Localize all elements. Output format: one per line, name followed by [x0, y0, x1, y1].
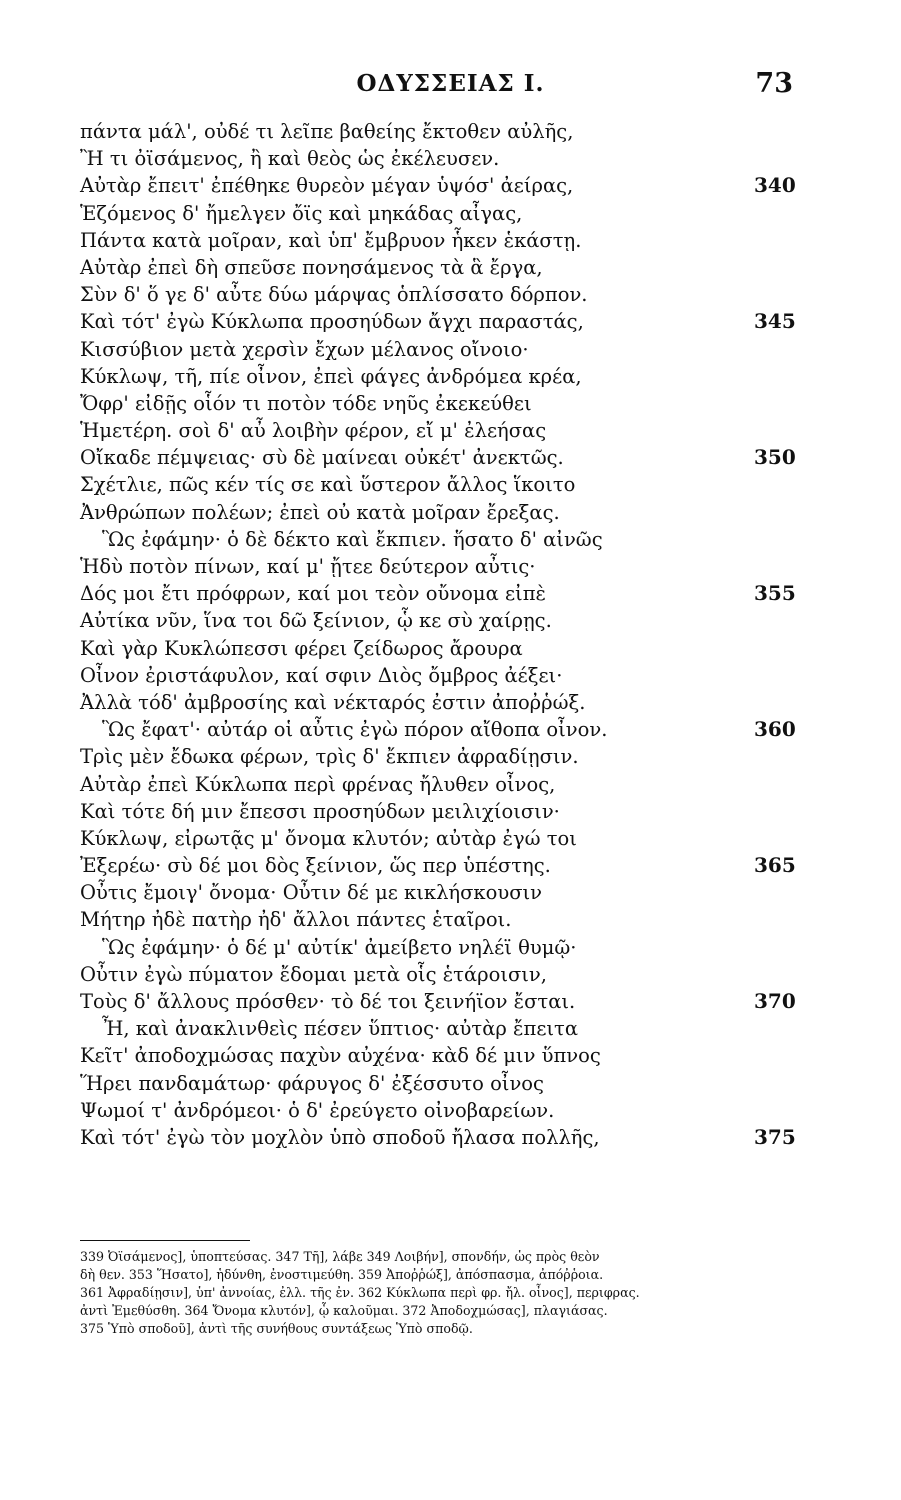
- verse-text: Αὐτὰρ ἔπειτ' ἐπέθηκε θυρεὸν μέγαν ὑψόσ' ἀείρας,: [80, 174, 574, 198]
- line-number: 350: [754, 445, 796, 470]
- line-number: 355: [754, 581, 796, 606]
- page-number: 73: [755, 68, 793, 99]
- verse-text: Ἀλλὰ τόδ' ἀμβροσίης καὶ νέκταρός ἐστιν ἀποῤῥώξ.: [80, 690, 586, 714]
- line-number: 340: [754, 173, 796, 198]
- line-number: 365: [754, 853, 796, 878]
- verse-text: Σὺν δ' ὅ γε δ' αὖτε δύω μάρψας ὁπλίσσατο δόρπον.: [80, 283, 588, 307]
- verse-text: Ἢ τι ὀϊσάμενος, ἢ καὶ θεὸς ὡς ἐκέλευσεν.: [80, 147, 500, 171]
- footnote-line: 361 Ἀφραδίῃσιν], ὑπ' ἀννοίας, ἐλλ. τῆς ἐν. 362 Κύκλωπα περὶ φρ. ἤλ. οἶνος], περιφρας.: [80, 1285, 640, 1300]
- verse-line: [80, 308, 800, 335]
- verse-text: Τρὶς μὲν ἔδωκα φέρων, τρὶς δ' ἔκπιεν ἀφραδίῃσιν.: [80, 745, 579, 769]
- verse-line: [80, 934, 800, 961]
- verse-line: [80, 879, 800, 906]
- footnote-line: δὴ θεν. 353 Ἥσατο], ἡδύνθη, ἐνοστιμεύθη. 359 Ἀποῤῥώξ], ἀπόσπασμα, ἀπόῤῥοια.: [80, 1267, 604, 1282]
- verse-line: [80, 390, 800, 417]
- verse-text: Ἀνθρώπων πολέων; ἐπεὶ οὐ κατὰ μοῖραν ἔρεξας.: [80, 500, 560, 524]
- verse-text: Ὣς ἐφάμην· ὁ δέ μ' αὐτίκ' ἀμείβετο νηλέϊ θυμῷ·: [102, 935, 577, 959]
- verse-text: Ψωμοί τ' ἀνδρόμεοι· ὁ δ' ἐρεύγετο οἰνοβαρείων.: [80, 1098, 555, 1122]
- verse-line: [80, 417, 800, 444]
- verse-line: [80, 716, 800, 743]
- footnote-line: 339 Ὀϊσάμενος], ὑποπτεύσας. 347 Τῆ], λάβε 349 Λοιβήν], σπονδήν, ὡς πρὸς θεὸν: [80, 1249, 600, 1264]
- verse-text: Ἐξερέω· σὺ δέ μοι δὸς ξείνιον, ὥς περ ὑπέστης.: [80, 854, 551, 878]
- verse-line: [80, 1097, 800, 1124]
- verse-text: Δός μοι ἔτι πρόφρων, καί μοι τεὸν οὔνομα εἰπὲ: [80, 582, 546, 606]
- verse-text: Οἶνον ἐριστάφυλον, καί σφιν Διὸς ὄμβρος ἀέξει·: [80, 663, 563, 687]
- verse-line: [80, 771, 800, 798]
- verse-text: Σχέτλιε, πῶς κέν τίς σε καὶ ὕστερον ἄλλος ἵκοιτο: [80, 473, 576, 497]
- verse-line: [80, 444, 800, 471]
- footnote-line: ἀντὶ Ἐμεθύσθη. 364 Ὄνομα κλυτόν], ᾧ καλοῦμαι. 372 Ἀποδοχμώσας], πλαγιάσας.: [80, 1303, 608, 1318]
- verse-text: Οὖτιν ἐγὼ πύματον ἔδομαι μετὰ οἷς ἑτάροισιν,: [80, 962, 547, 986]
- line-number: 370: [754, 989, 796, 1013]
- verse-text: Αὐτὰρ ἐπεὶ δὴ σπεῦσε πονησάμενος τὰ ἃ ἔργα,: [80, 255, 543, 279]
- running-title: ΟΔΥΣΣΕΙΑΣ Ι.: [356, 70, 545, 97]
- verse-text: Κύκλωψ, εἰρωτᾷς μ' ὄνομα κλυτόν; αὐτὰρ ἐγώ τοι: [80, 826, 577, 850]
- verse-text: Ἥρει πανδαμάτωρ· φάρυγος δ' ἐξέσσυτο οἶνος: [80, 1071, 544, 1095]
- verse-text: Κύκλωψ, τῆ, πίε οἶνον, ἐπεὶ φάγες ἀνδρόμεα κρέα,: [80, 364, 582, 388]
- verse-text: Ἡδὺ ποτὸν πίνων, καί μ' ᾔτεε δεύτερον αὖτις·: [80, 555, 536, 578]
- verse-line: [80, 988, 800, 1015]
- verse-line: [80, 961, 800, 988]
- line-number: 375: [754, 1124, 796, 1149]
- verse-line: [80, 172, 800, 199]
- verse-line: [80, 526, 800, 553]
- verse-text: Ἑζόμενος δ' ἤμελγεν ὄϊς καὶ μηκάδας αἶγας,: [80, 201, 523, 225]
- verse-line: [80, 1042, 800, 1069]
- verse-line: [80, 1070, 800, 1097]
- verse-line: [80, 852, 800, 879]
- verse-text: Κισσύβιον μετὰ χερσὶν ἔχων μέλανος οἴνοιο·: [80, 337, 529, 361]
- verse-line: [80, 906, 800, 933]
- verse-line: [80, 227, 800, 254]
- footnotes: [80, 1248, 796, 1338]
- verse-text: Ἦ, καὶ ἀνακλινθεὶς πέσεν ὕπτιος· αὐτὰρ ἔπειτα: [102, 1017, 579, 1041]
- verse-line: [80, 825, 800, 852]
- verse-line: [80, 635, 800, 662]
- verse-text: Καὶ γὰρ Κυκλώπεσσι φέρει ζείδωρος ἄρουρα: [80, 636, 523, 660]
- verse-line: [80, 1015, 800, 1042]
- verse-block: [80, 118, 800, 1151]
- line-number: 345: [754, 309, 796, 334]
- verse-line: [80, 281, 800, 308]
- verse-line: [80, 471, 800, 498]
- verse-text: Καὶ τότε δή μιν ἔπεσσι προσηύδων μειλιχίοισιν·: [80, 799, 560, 823]
- verse-line: [80, 200, 800, 227]
- verse-text: Καὶ τότ' ἐγὼ τὸν μοχλὸν ὑπὸ σποδοῦ ἤλασα πολλῆς,: [80, 1125, 600, 1149]
- verse-line: [80, 145, 800, 172]
- verse-line: [80, 607, 800, 634]
- verse-line: [80, 1124, 800, 1151]
- verse-text: Καὶ τότ' ἐγὼ Κύκλωπα προσηύδων ἄγχι παραστάς,: [80, 310, 584, 334]
- verse-text: Κεῖτ' ἀποδοχμώσας παχὺν αὐχένα· κὰδ δέ μιν ὕπνος: [80, 1044, 601, 1068]
- verse-text: Οὖτις ἔμοιγ' ὄνομα· Οὖτιν δέ με κικλήσκουσιν: [80, 881, 543, 905]
- verse-text: Τοὺς δ' ἄλλους πρόσθεν· τὸ δέ τοι ξεινήϊον ἔσται.: [80, 990, 576, 1013]
- line-number: 360: [754, 717, 796, 742]
- verse-text: Ὣς ἐφάμην· ὁ δὲ δέκτο καὶ ἔκπιεν. ἥσατο δ' αἰνῶς: [102, 527, 603, 551]
- verse-line: [80, 743, 800, 770]
- verse-text: Ὄφρ' εἰδῇς οἷόν τι ποτὸν τόδε νηῦς ἐκεκεύθει: [80, 391, 532, 415]
- verse-text: πάντα μάλ', οὐδέ τι λεῖπε βαθείης ἔκτοθεν αὐλῆς,: [80, 120, 574, 143]
- verse-text: Μήτηρ ἠδὲ πατὴρ ἠδ' ἄλλοι πάντες ἑταῖροι.: [80, 908, 512, 932]
- verse-line: [80, 662, 800, 689]
- verse-line: [80, 363, 800, 390]
- verse-text: Αὐτὰρ ἐπεὶ Κύκλωπα περὶ φρένας ἤλυθεν οἶνος,: [80, 772, 556, 796]
- verse-line: [80, 689, 800, 716]
- verse-text: Ὣς ἔφατ'· αὐτάρ οἱ αὖτις ἐγὼ πόρον αἴθοπα οἶνον.: [102, 718, 608, 742]
- footnote-line: 375 Ὑπὸ σποδοῦ], ἀντὶ τῆς συνήθους συντάξεως Ὑπὸ σποδῷ.: [80, 1321, 473, 1336]
- verse-text: Αὐτίκα νῦν, ἵνα τοι δῶ ξείνιον, ᾧ κε σὺ χαίρῃς.: [80, 609, 552, 633]
- verse-line: [80, 336, 800, 363]
- verse-text: Πάντα κατὰ μοῖραν, καὶ ὑπ' ἔμβρυον ἧκεν ἑκάστῃ.: [80, 228, 582, 252]
- verse-line: [80, 580, 800, 607]
- verse-text: Οἴκαδε πέμψειας· σὺ δὲ μαίνεαι οὐκέτ' ἀνεκτῶς.: [80, 446, 564, 470]
- verse-text: Ἡμετέρη. σοὶ δ' αὖ λοιβὴν φέρον, εἴ μ' ἐλεήσας: [80, 419, 547, 443]
- footnote-rule: [80, 1240, 250, 1241]
- verse-line: [80, 499, 800, 526]
- verse-line: [80, 798, 800, 825]
- verse-line: [80, 553, 800, 580]
- verse-line: [80, 254, 800, 281]
- verse-line: [80, 118, 800, 145]
